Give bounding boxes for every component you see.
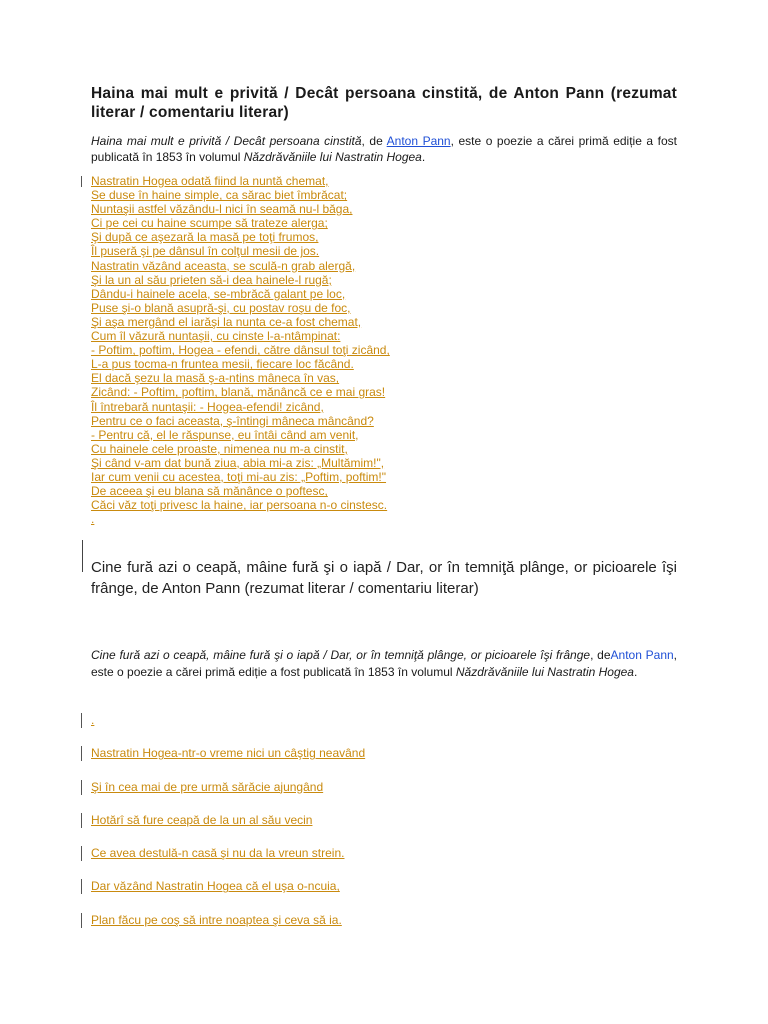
poem-line-link[interactable]: Ci pe cei cu haine scumpe să trateze alerga;: [91, 216, 328, 231]
block-marker: [81, 713, 82, 728]
poem-line-link[interactable]: Puse şi-o blană asupră-şi, cu postav roşu de foc,: [91, 300, 351, 315]
author-link-2[interactable]: Anton Pann: [610, 648, 674, 662]
block-marker: [81, 879, 82, 894]
intro2-volume: Năzdrăvăniile lui Nastratin Hogea: [455, 665, 634, 679]
poem-line-link[interactable]: Şi aşa mergând el iarăşi la nunta ce-a fost chemat,: [91, 314, 362, 329]
poem2-line-link[interactable]: Ce avea destulă-n casă şi nu da la vreun strein.: [91, 846, 345, 861]
article-title: Haina mai mult e privită / Decât persoana cinstită, de Anton Pann (rezumat literar / comentariu literar): [91, 85, 677, 121]
list-item: [91, 913, 677, 946]
poem-line-link[interactable]: Îl puseră şi pe dânsul în colţul mesii de jos.: [91, 244, 320, 259]
intro-volume: Năzdrăvăniile lui Nastratin Hogea: [243, 150, 422, 164]
block-marker: [81, 780, 82, 795]
block-marker: [81, 176, 82, 187]
poem-line-link[interactable]: L-a pus tocma-n fruntea mesii, fiecare loc făcând.: [91, 357, 354, 372]
poem-line-link[interactable]: El dacă şezu la masă ş-a-ntins mâneca în vas,: [91, 371, 340, 386]
intro2-end: .: [633, 665, 638, 679]
list-item: [91, 813, 677, 846]
block-marker: [81, 746, 82, 761]
poem-line-link[interactable]: De aceea şi eu blana să mănânce o poftesc,: [91, 484, 328, 499]
poem-line-link[interactable]: Iar cum venii cu acestea, toţi mi-au zis: „Poftim, poftim!": [91, 469, 387, 484]
intro-end: .: [421, 150, 426, 164]
poem-line-link[interactable]: Zicând: - Poftim, poftim, blană, mănâncă ce e mai gras!: [91, 385, 386, 400]
poem-line-link[interactable]: Cum îl văzură nuntaşii, cu cinste l-a-ntâmpinat:: [91, 329, 341, 344]
section-heading: Cine fură azi o ceapă, mâine fură şi o iapă / Dar, or în temniţă plânge, or picioarele îşi frânge, de Anton Pann (rezumat literar / comentariu literar): [91, 559, 677, 597]
block-marker: [81, 846, 82, 861]
poem2-line-link[interactable]: Nastratin Hogea-ntr-o vreme nici un câştig neavând: [91, 746, 366, 761]
poem2-list: [91, 713, 677, 946]
poem-line-link[interactable]: Îl întrebară nuntaşii: - Hogea-efendi! zicând,: [91, 399, 324, 414]
poem-line-link[interactable]: Nastratin văzând aceasta, se sculă-n grab alergă,: [91, 258, 356, 273]
poem2-line-link[interactable]: .: [91, 713, 95, 727]
author-link[interactable]: Anton Pann: [386, 134, 451, 148]
poem-line-link[interactable]: Se duse în haine simple, ca sărac biet îmbrăcat;: [91, 188, 348, 203]
list-item: [91, 846, 677, 879]
intro-poem-title: Haina mai mult e privită / Decât persoana cinstită: [91, 134, 362, 148]
intro2-rest: , este o poezie a cărei primă ediție a fost publicată în 1853 în volumul: [91, 648, 678, 679]
intro2-de: , de: [590, 648, 611, 662]
poem-line-link[interactable]: Dându-i hainele acela, se-mbrăcă galant pe loc,: [91, 286, 346, 301]
poem-line-link[interactable]: Şi la un al său prieten să-i dea hainele-l rugă;: [91, 272, 332, 287]
intro-rest: , este o poezie a cărei primă ediție a fost publicată în 1853 în volumul: [91, 134, 677, 164]
poem-block: [91, 174, 677, 526]
poem-line-link[interactable]: .: [91, 512, 95, 527]
poem-line-link[interactable]: - Pentru că, el le răspunse, eu întâi când am venit,: [91, 427, 359, 442]
poem-lines: [91, 174, 677, 526]
poem2-line-link[interactable]: Şi în cea mai de pre urmă sărăcie ajungând: [91, 779, 324, 794]
poem-line-link[interactable]: - Poftim, poftim, Hogea - efendi, către dânsul toţi zicând,: [91, 343, 390, 358]
section1: [91, 84, 677, 526]
intro-paragraph: [91, 133, 677, 165]
list-item: [91, 879, 677, 912]
intro-de: , de: [361, 134, 387, 148]
intro-paragraph-2: [91, 647, 677, 681]
poem2-line-link[interactable]: Hotărî să fure ceapă de la un al său vecin: [91, 812, 313, 827]
intro2-poem-title: Cine fură azi o ceapă, mâine fură şi o iapă / Dar, or în temniţă plânge, or picioarele îşi frânge: [91, 648, 591, 662]
poem-line-link[interactable]: Şi când v-am dat bună ziua, abia mi-a zis: „Multămim!",: [91, 455, 385, 470]
list-item: [91, 780, 677, 813]
block-marker: [82, 540, 83, 572]
poem-line-link[interactable]: Nuntaşii astfel văzându-l nici în seamă nu-l băga,: [91, 202, 353, 217]
block-marker: [81, 813, 82, 828]
poem-line-link[interactable]: Pentru ce o faci aceasta, ş-întingi mâneca mâncând?: [91, 413, 374, 428]
block-marker: [81, 913, 82, 928]
poem-line-link[interactable]: Şi după ce aşezară la masă pe toţi frumos,: [91, 230, 319, 245]
poem-line-link[interactable]: Căci văz toţi privesc la haine, iar persoana n-o cinstesc.: [91, 498, 388, 513]
poem2-line-link[interactable]: Plan făcu pe coş să intre noaptea şi ceva să ia.: [91, 912, 342, 927]
poem-line-link[interactable]: Cu hainele cele proaste, nimenea nu m-a cinstit,: [91, 441, 348, 456]
list-item: [91, 713, 677, 746]
poem2-line-link[interactable]: Dar văzând Nastratin Hogea că el uşa o-ncuia,: [91, 879, 340, 894]
poem-line-link[interactable]: Nastratin Hogea odată fiind la nuntă chemat,: [91, 174, 329, 188]
list-item: [91, 746, 677, 779]
